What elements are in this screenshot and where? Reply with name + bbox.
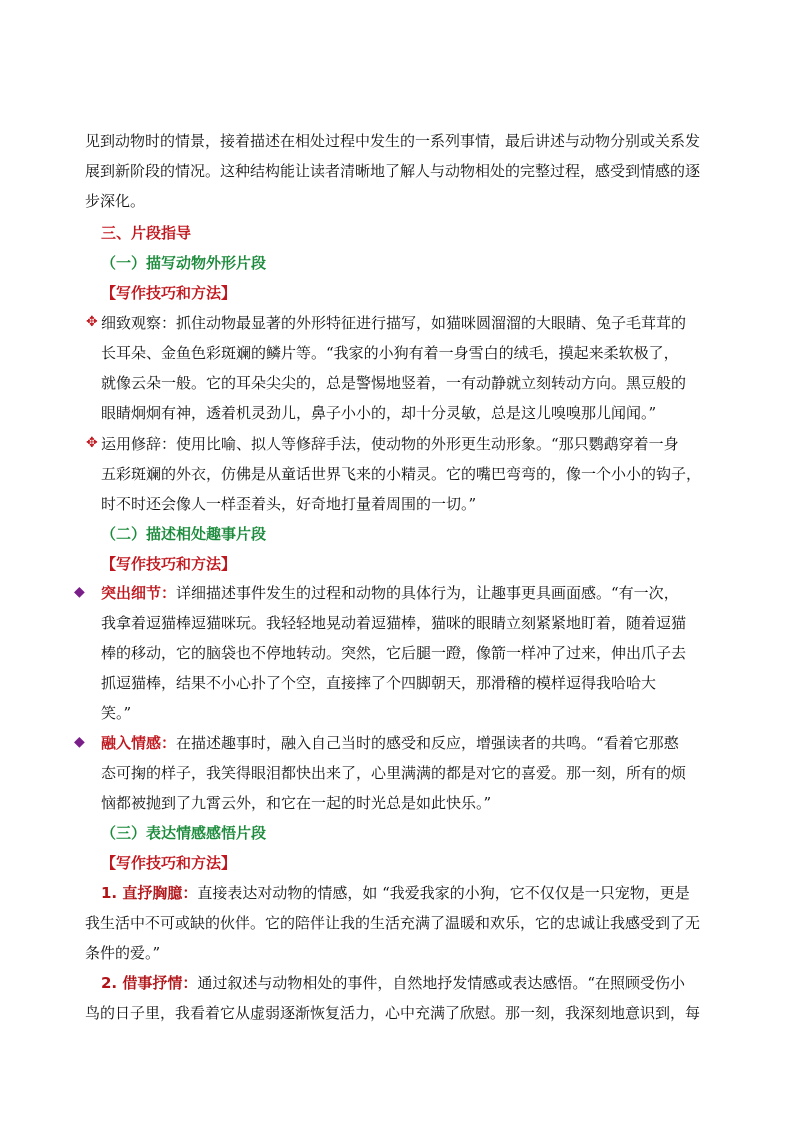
point-2-label: 2. 借事抒情： (101, 974, 198, 992)
ornate-bullet-icon: ✥ (86, 314, 98, 330)
document-page: 见到动物时的情景，接着描述在相处过程中发生的一系列事情，最后讲述与动物分别或关系发 展到新阶段的情况。这种结构能让读者清晰地了解人与动物相处的完整过程，感受到情感的逐 步深化。 三、片段指导 （一）描写动物外形片段 【写作技巧和方法】 ✥ 细致观察：抓住动物最显著的外形特征进行描写，如猫咪圆溜溜的大眼睛、兔子毛茸茸的 长耳朵、金鱼色彩斑斓的鳞片等。“我家的小狗有着一身雪白的绒毛，摸起来柔软极了， 就像云朵一般。它的耳朵尖尖的，总是警惕地竖着，一有动静就立刻转动方向。黑豆般的 眼睛炯炯有神，透着机灵劲儿，鼻子小小的，却十分灵敏，总是这儿嗅嗅那儿闻闻。” ✥ 运用修辞：使用比喻、拟人等修辞手法，使动物的外形更生动形象。“那只鹦鹉穿着一身 五彩斑斓的外衣，仿佛是从童话世界飞来的小精灵。它的嘴巴弯弯的，像一个小小的钩子， 时不时还会像人一样歪着头，好奇地打量着周围的一切。” （二）描述相处趣事片段 【写作技巧和方法】 ◆ 突出细节：详细描述事件发生的过程和动物的具体行为，让趣事更具画面感。“有一次， 我拿着逗猫棒逗猫咪玩。我轻轻地晃动着逗猫棒，猫咪的眼睛立刻紧紧地盯着，随着逗猫 棒的移动，它的脑袋也不停地转动。突然，它后腿一蹬，像箭一样冲了过来，伸出爪子去 抓逗猫棒，结果不小心扑了个空，直接摔了个四脚朝天，那滑稽的模样逗得我哈哈大 笑。” ◆ 融入情感：在描述趣事时，融入自己当时的感受和反应，增强读者的共鸣。“看着它那憨 态可掬的样子，我笑得眼泪都快出来了，心里满满的都是对它的喜爱。那一刻，所有的烦 恼都被抛到了九霄云外，和它在一起的时光总是如此快乐。” （三）表达情感感悟片段 【写作技巧和方法】 1. 直抒胸臆：直接表达对动物的情感，如 “我爱我家的小狗，它不仅仅是一只宠物，更是 我生活中不可或缺的伙伴。它的陪伴让我的生活充满了温暖和欢乐，它的忠诚让我感受到了无 条件的爱。” 2. 借事抒情：通过叙述与动物相处的事件，自然地抒发情感或表达感悟。“在照顾受伤小 鸟的日子里，我看着它从虚弱逐渐恢复活力，心中充满了欣慰。那一刻，我深刻地意识到，每 (74, 132, 702, 1022)
bullet-4-label: 融入情感： (101, 734, 177, 752)
point-1-label: 1. 直抒胸臆： (101, 884, 198, 902)
diamond-bullet-icon: ◆ (74, 734, 85, 750)
bullet-3-label: 突出细节： (101, 584, 177, 602)
diamond-bullet-icon: ◆ (74, 584, 85, 600)
ornate-bullet-icon: ✥ (86, 435, 98, 451)
